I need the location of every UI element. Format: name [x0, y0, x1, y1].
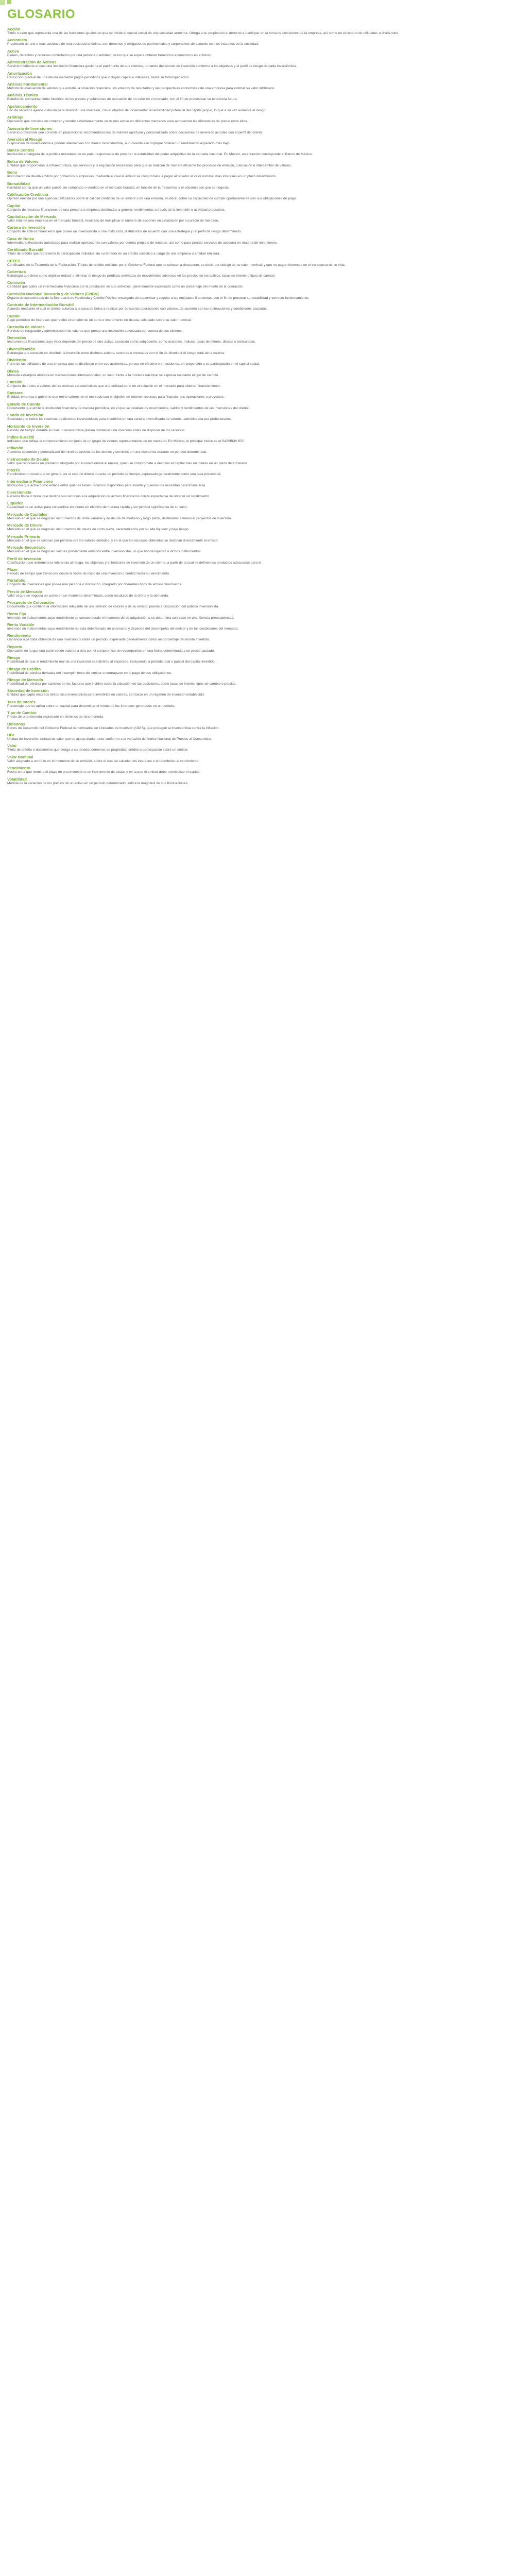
glossary-term: Custodia de Valores [7, 324, 45, 329]
glossary-term: Inversionista [7, 490, 31, 495]
glossary-definition: Inversión en instrumentos cuyo rendimiento se conoce desde el momento de su adquisición o se determina con base en una fórmula preestablecida. [7, 616, 234, 620]
glossary-definition: Entidad que proporciona la infraestructura, los servicios y la regulación necesarios para que se realicen de manera eficiente los procesos de emisión, colocación e intercambio de valores. [7, 163, 292, 167]
glossary-term: Banco Central [7, 148, 34, 153]
glossary-definition: Uso de recursos ajenos o deuda para financiar una inversión, con el objetivo de incrementar la rentabilidad potencial del capital propio, lo que a su vez aumenta el riesgo. [7, 108, 267, 112]
glossary-entry [7, 302, 508, 311]
glossary-definition: Mercado en el que se negocian instrumentos de renta variable y de deuda de mediano y largo plazo, destinados a financiar proyectos de inversión. [7, 516, 232, 520]
glossary-term: Administración de Activos [7, 60, 57, 65]
glossary-term: Accionista [7, 38, 27, 43]
glossary-term: Divisa [7, 368, 19, 374]
glossary-entry [7, 115, 508, 124]
glossary-definition: Mercado en el que se colocan por primera vez los valores emitidos, y en el que los recursos obtenidos se destinan directamente al emisor. [7, 538, 219, 543]
glossary-definition: Rendimiento o costo que se genera por el uso del dinero durante un periodo de tiempo, expresado generalmente como una tasa porcentual. [7, 472, 221, 477]
glossary-term: Horizonte de Inversión [7, 423, 49, 429]
glossary-definition: Órgano desconcentrado de la Secretaría de Hacienda y Crédito Público encargado de supervisar y regular a las entidades financieras, con el fin de procurar su estabilidad y correcto funcionamiento. [7, 296, 310, 300]
glossary-entry [7, 148, 508, 157]
glossary-entry [7, 192, 508, 201]
glossary-entry [7, 545, 508, 554]
glossary-term: Mercado Primario [7, 534, 41, 539]
glossary-definition: Estrategia que consiste en distribuir la inversión entre distintos activos, sectores o mercados con el fin de disminuir el riesgo total de la cartera. [7, 351, 225, 355]
glossary-definition: Bonos de Desarrollo del Gobierno Federal denominados en Unidades de Inversión (UDIS), que protegen al inversionista contra la inflación. [7, 726, 220, 730]
glossary-entry [7, 722, 508, 731]
glossary-entry [7, 214, 508, 223]
glossary-entry [7, 490, 508, 499]
glossary-entry [7, 578, 508, 587]
glossary-entry [7, 27, 508, 36]
glossary-definition: Bienes, derechos y recursos controlados por una persona o entidad, de los que se espera obtener beneficios económicos en el futuro. [7, 53, 212, 57]
glossary-definition: Clasificación que determina la tolerancia al riesgo, los objetivos y el horizonte de inversión de un cliente, a partir de la cual se definen los productos adecuados para él. [7, 561, 263, 565]
glossary-definition: Ganancia o pérdida obtenida de una inversión durante un periodo, expresada generalmente como un porcentaje del monto invertido. [7, 638, 210, 642]
glossary-term: Bursatilidad [7, 181, 30, 186]
glossary-term: Casa de Bolsa [7, 236, 34, 241]
glossary-term: Portafolio [7, 578, 26, 583]
glossary-term: Sociedad de Inversión [7, 688, 49, 693]
glossary-definition: Moneda extranjera utilizada en transacciones internacionales; su valor frente a la moneda nacional se expresa mediante el tipo de cambio. [7, 373, 219, 377]
glossary-entry [7, 457, 508, 466]
glossary-term: Aversión al Riesgo [7, 137, 43, 142]
glossary-entry [7, 743, 508, 752]
glossary-term: Precio de Mercado [7, 589, 42, 594]
glossary-entry [7, 556, 508, 565]
glossary-term: Plazo [7, 567, 18, 572]
glossary-term: Apalancamiento [7, 104, 38, 109]
glossary-definition: Periodo de tiempo que transcurre desde la fecha de inicio de una inversión o crédito hasta su vencimiento. [7, 571, 170, 575]
glossary-definition: Institución que actúa como enlace entre quienes tienen recursos disponibles para invertir y quienes los necesitan para financiarse. [7, 483, 207, 487]
glossary-list [7, 27, 508, 786]
glossary-definition: Unidad de Inversión. Unidad de valor que se ajusta diariamente conforme a la variación del Índice Nacional de Precios al Consumidor. [7, 737, 212, 741]
glossary-entry [7, 391, 508, 399]
glossary-term: Interés [7, 468, 20, 473]
glossary-entry [7, 236, 508, 245]
glossary-definition: Inversión en instrumentos cuyo rendimiento no está determinado de antemano y depende del desempeño del emisor y de las condiciones del mercado. [7, 626, 239, 631]
glossary-term: Rendimiento [7, 633, 31, 638]
glossary-term: Mercado de Capitales [7, 512, 48, 517]
glossary-term: Emisión [7, 380, 23, 384]
glossary-definition: Método de evaluación de valores que estudia la situación financiera, los estados de resultados y las perspectivas económicas de una empresa para estimar su valor intrínseco. [7, 87, 276, 91]
glossary-definition: Facilidad con la que un valor puede ser comprado o vendido en el mercado bursátil, en función de la frecuencia y el volumen con que se negocia. [7, 185, 230, 190]
glossary-entry [7, 325, 508, 333]
glossary-entry [7, 259, 508, 267]
glossary-definition: Servicio profesional que consiste en proporcionar recomendaciones de manera oportuna y personalizada sobre decisiones de inversión acordes con el perfil del cliente. [7, 130, 264, 134]
glossary-content [7, 7, 508, 788]
glossary-definition: Instrumentos financieros cuyo valor depende del precio de otro activo, conocido como subyacente, como acciones, índices, tasas de interés, divisas o mercancías. [7, 340, 256, 344]
glossary-definition: Aumento sostenido y generalizado del nivel de precios de los bienes y servicios en una economía durante un periodo determinado. [7, 450, 208, 454]
glossary-term: Perfil de Inversión [7, 556, 41, 561]
glossary-term: Renta Fija [7, 611, 26, 616]
glossary-entry [7, 688, 508, 697]
glossary-entry [7, 700, 508, 708]
glossary-definition: Cantidad que cobra un intermediario financiero por la prestación de sus servicios, generalmente expresada como un porcentaje del monto de la operación. [7, 285, 244, 289]
glossary-definition: Disposición del inversionista a preferir alternativas con menor incertidumbre, aun cuando ello implique obtener un rendimiento esperado más bajo. [7, 142, 231, 146]
glossary-term: Inflación [7, 446, 24, 451]
glossary-term: Vencimiento [7, 766, 30, 771]
glossary-entry [7, 369, 508, 378]
glossary-term: Amortización [7, 71, 32, 76]
glossary-term: Mercado Secundario [7, 545, 46, 550]
glossary-term: Arbitraje [7, 115, 24, 120]
glossary-entry [7, 358, 508, 366]
glossary-definition: Opinión emitida por una agencia calificadora sobre la calidad crediticia de un emisor o de una emisión, es decir, sobre su capacidad de cumplir oportunamente con sus obligaciones de pago. [7, 197, 297, 201]
glossary-definition: Valor asignado a un título en el momento de su emisión, sobre el cual se calculan los intereses o el reembolso al vencimiento. [7, 759, 200, 763]
glossary-entry [7, 137, 508, 146]
glossary-entry [7, 777, 508, 786]
glossary-term: Índice Bursátil [7, 435, 35, 440]
glossary-entry [7, 247, 508, 256]
glossary-entry [7, 335, 508, 344]
page-title: GLOSARIO [7, 7, 76, 21]
glossary-definition: Mercado en el que se negocian instrumentos de deuda de corto plazo, caracterizados por su alta liquidez y bajo riesgo. [7, 528, 190, 532]
glossary-term: Activo [7, 48, 20, 54]
glossary-term: Fondo de Inversión [7, 413, 44, 418]
glossary-entry [7, 435, 508, 444]
glossary-entry [7, 710, 508, 719]
glossary-definition: Parte de las utilidades de una empresa que se distribuye entre sus accionistas, ya sea en efectivo o en acciones, en proporción a su participación en el capital social. [7, 362, 260, 366]
glossary-term: Prospecto de Colocación [7, 600, 55, 605]
glossary-term: Udibonos [7, 721, 26, 726]
glossary-term: Calificación Crediticia [7, 192, 48, 197]
glossary-definition: Título de crédito que representa la participación individual de su tenedor en un crédito colectivo a cargo de una empresa o entidad emisora. [7, 252, 220, 256]
glossary-term: Intermediario Financiero [7, 479, 53, 484]
glossary-term: Cartera de Inversión [7, 225, 45, 230]
glossary-entry [7, 468, 508, 477]
glossary-definition: Acuerdo mediante el cual el cliente autoriza a la casa de bolsa a realizar por su cuenta operaciones con valores, de acuerdo con las instrucciones y condiciones pactadas. [7, 307, 268, 311]
glossary-term: Valor Nominal [7, 754, 33, 759]
glossary-entry [7, 667, 508, 675]
glossary-entry [7, 170, 508, 179]
glossary-entry [7, 600, 508, 609]
glossary-definition: Valor al que se negocia un activo en un momento determinado, como resultado de la oferta y la demanda. [7, 594, 169, 598]
glossary-definition: Título de crédito o documento que otorga a su tenedor derechos de propiedad, crédito o participación sobre un emisor. [7, 748, 188, 752]
glossary-definition: Precio de una moneda expresado en términos de otra moneda. [7, 715, 104, 719]
glossary-entry [7, 60, 508, 69]
glossary-definition: Fecha en la que termina el plazo de una inversión o un instrumento de deuda y en la que el emisor debe reembolsar el capital. [7, 770, 201, 774]
glossary-term: Análisis Fundamental [7, 82, 48, 87]
glossary-term: Riesgo de Mercado [7, 677, 43, 682]
glossary-entry [7, 424, 508, 433]
glossary-entry [7, 523, 508, 532]
glossary-entry [7, 380, 508, 388]
glossary-entry [7, 159, 508, 168]
glossary-term: Capital [7, 203, 21, 208]
glossary-entry [7, 280, 508, 289]
glossary-entry [7, 104, 508, 113]
glossary-entry [7, 49, 508, 58]
glossary-definition: Estudio del comportamiento histórico de los precios y volúmenes de operación de un valor en el mercado, con el fin de pronosticar su tendencia futura. [7, 97, 238, 101]
glossary-entry [7, 93, 508, 101]
glossary-definition: Porcentaje que se aplica sobre un capital para determinar el monto de los intereses generados en un periodo. [7, 704, 175, 708]
glossary-entry [7, 38, 508, 46]
glossary-entry [7, 567, 508, 576]
glossary-definition: Indicador que refleja el comportamiento conjunto de un grupo de valores representativos de un mercado. En México, el principal índice es el S&P/BMV IPC. [7, 439, 245, 444]
glossary-term: Comisión Nacional Bancaria y de Valores (CNBV) [7, 291, 99, 296]
glossary-entry [7, 225, 508, 234]
glossary-definition: Conjunto de recursos financieros de una persona o empresa destinados a generar rendimientos a través de la inversión o actividad productiva. [7, 208, 226, 212]
glossary-term: Reporto [7, 644, 23, 649]
glossary-definition: Valor que representa un préstamo otorgado por el inversionista al emisor, quien se compromete a devolver el capital más un interés en un plazo determinado. [7, 461, 248, 465]
glossary-term: Tipo de Cambio [7, 710, 37, 716]
glossary-entry [7, 314, 508, 323]
glossary-definition: Conjunto de inversiones que posee una persona o institución, integrado por diferentes tipos de activos financieros. [7, 583, 182, 587]
glossary-definition: Intermediario financiero autorizado para realizar operaciones con valores por cuenta propia o de terceros, así como para prestar servicios de asesoría en materia de inversiones. [7, 241, 278, 245]
glossary-term: Derivados [7, 335, 26, 341]
glossary-term: Capitalización de Mercado [7, 214, 57, 219]
glossary-definition: Pago periódico de intereses que recibe el tenedor de un bono o instrumento de deuda, calculado sobre su valor nominal. [7, 318, 192, 322]
glossary-entry [7, 292, 508, 300]
glossary-term: Renta Variable [7, 622, 35, 627]
glossary-entry [7, 512, 508, 521]
glossary-term: Valor [7, 743, 17, 749]
glossary-entry [7, 402, 508, 411]
glossary-term: UDI [7, 733, 14, 737]
glossary-term: Riesgo [7, 655, 21, 660]
glossary-definition: Reducción gradual de una deuda mediante pagos periódicos que incluyen capital e intereses, hasta su total liquidación. [7, 75, 190, 79]
glossary-definition: Certificados de la Tesorería de la Federación. Títulos de crédito emitidos por el Gobierno Federal que se colocan a descuento, es decir, por debajo de su valor nominal, y que no pagan intereses en el transcurso de su vida. [7, 263, 346, 267]
glossary-term: Instrumento de Deuda [7, 456, 49, 462]
glossary-entry [7, 612, 508, 620]
glossary-term: Asesoría de Inversiones [7, 126, 53, 131]
glossary-entry [7, 347, 508, 355]
glossary-definition: Operación que consiste en comprar y vender simultáneamente un mismo activo en diferentes mercados para aprovechar las diferencias de precio entre ellos. [7, 120, 248, 124]
glossary-term: Contrato de Intermediación Bursátil [7, 302, 74, 308]
glossary-term: Acción [7, 27, 21, 31]
glossary-definition: Persona física o moral que destina sus recursos a la adquisición de activos financieros con la expectativa de obtener un rendimiento. [7, 495, 211, 499]
glossary-definition: Título o valor que representa una de las fracciones iguales en que se divide el capital social de una sociedad anónima. Otorga a su propietario el derecho a participar en la toma de decisiones de la empresa, así como en el reparto de utilidades o dividendos. [7, 31, 399, 35]
glossary-term: CETES [7, 258, 21, 263]
glossary-term: Riesgo de Crédito [7, 666, 41, 671]
glossary-definition: Valor total de una empresa en el mercado bursátil, resultado de multiplicar el número de acciones en circulación por su precio de mercado. [7, 218, 219, 223]
glossary-definition: Posibilidad de que el rendimiento real de una inversión sea distinto al esperado, incluyendo la pérdida total o parcial del capital invertido. [7, 660, 216, 664]
glossary-entry [7, 126, 508, 135]
glossary-entry [7, 534, 508, 543]
glossary-definition: Periodo de tiempo durante el cual un inversionista planea mantener una inversión antes de disponer de los recursos. [7, 428, 186, 432]
glossary-entry [7, 655, 508, 664]
glossary-definition: Propietario de una o más acciones de una sociedad anónima, con derechos y obligaciones patrimoniales y corporativos de acuerdo con los estatutos de la sociedad. [7, 42, 259, 46]
glossary-definition: Documento que contiene la información relevante de una emisión de valores y de su emisor, puesto a disposición del público inversionista. [7, 605, 219, 609]
glossary-definition: Medida de la variación de los precios de un activo en un periodo determinado; indica la magnitud de sus fluctuaciones. [7, 781, 188, 785]
glossary-definition: Posibilidad de pérdida por cambios en los factores que inciden sobre la valuación de las posiciones, como tasas de interés, tipos de cambio o precios. [7, 682, 236, 686]
glossary-term: Bono [7, 170, 18, 175]
glossary-entry [7, 479, 508, 488]
glossary-term: Liquidez [7, 501, 23, 506]
glossary-definition: Sociedad que reúne los recursos de diversos inversionistas para invertirlos en una cartera diversificada de valores, administrada por profesionales. [7, 417, 232, 421]
glossary-definition: Operación en la que una parte vende valores a otra con el compromiso de recomprarlos en una fecha determinada a un precio pactado. [7, 649, 215, 653]
glossary-definition: Estrategia que tiene como objetivo reducir o eliminar el riesgo de pérdidas derivadas de movimientos adversos en los precios de los activos, tasas de interés o tipos de cambio. [7, 274, 276, 278]
glossary-entry [7, 622, 508, 631]
glossary-term: Diversificación [7, 346, 36, 351]
glossary-definition: Institución encargada de la política monetaria de un país, responsable de procurar la estabilidad del poder adquisitivo de la moneda nacional. En México, esta función corresponde al Banco de México. [7, 152, 313, 157]
glossary-term: Certificado Bursátil [7, 247, 44, 252]
glossary-entry [7, 677, 508, 686]
glossary-entry [7, 766, 508, 774]
glossary-entry [7, 501, 508, 510]
glossary-definition: Mercado en el que se negocian valores previamente emitidos entre inversionistas, lo que brinda liquidez a dichos instrumentos. [7, 550, 202, 554]
glossary-term: Análisis Técnico [7, 93, 38, 98]
glossary-entry [7, 446, 508, 454]
glossary-entry [7, 645, 508, 653]
glossary-entry [7, 204, 508, 212]
glossary-entry [7, 413, 508, 421]
glossary-definition: Instrumento de deuda emitido por gobiernos o empresas, mediante el cual el emisor se compromete a pagar al tenedor el valor nominal más intereses en un plazo determinado. [7, 175, 277, 179]
glossary-entry [7, 633, 508, 642]
glossary-definition: Conjunto de activos financieros que posee un inversionista o una institución, distribuidos de acuerdo con una estrategia y un perfil de riesgo determinado. [7, 230, 242, 234]
glossary-term: Tasa de Interés [7, 699, 36, 704]
glossary-definition: Capacidad de un activo para convertirse en dinero en efectivo de manera rápida y sin pérdida significativa de su valor. [7, 505, 188, 510]
glossary-definition: Entidad, empresa o gobierno que emite valores en el mercado con el objetivo de obtener recursos para financiar sus operaciones o proyectos. [7, 395, 225, 399]
glossary-term: Volatilidad [7, 776, 27, 782]
glossary-term: Dividendo [7, 358, 26, 363]
glossary-definition: Entidad que capta recursos del público inversionista para invertirlos en valores, con base en un régimen de inversión establecido. [7, 693, 205, 697]
glossary-entry [7, 589, 508, 598]
glossary-entry [7, 82, 508, 91]
glossary-entry [7, 755, 508, 764]
glossary-term: Mercado de Dinero [7, 523, 43, 528]
glossary-entry [7, 71, 508, 80]
glossary-term: Bolsa de Valores [7, 159, 39, 164]
glossary-definition: Documento que emite la institución financiera de manera periódica, en el que se detallan los movimientos, saldos y rendimientos de las inversiones del cliente. [7, 406, 250, 410]
glossary-definition: Conjunto de títulos o valores de las mismas características que una entidad pone en circulación en el mercado para obtener financiamiento. [7, 384, 221, 388]
glossary-definition: Servicio mediante el cual una institución financiera gestiona el patrimonio de sus clientes, tomando decisiones de inversión conforme a los objetivos y el perfil de riesgo de cada inversionista. [7, 64, 297, 69]
glossary-definition: Servicio de resguardo y administración de valores que presta una institución autorizada por cuenta de sus clientes. [7, 329, 183, 333]
glossary-entry [7, 733, 508, 741]
glossary-term: Cobertura [7, 269, 26, 274]
glossary-term: Comisión [7, 280, 25, 285]
glossary-definition: Posibilidad de pérdida derivada del incumplimiento del emisor o contraparte en el pago de sus obligaciones. [7, 671, 173, 675]
glossary-term: Estado de Cuenta [7, 401, 41, 406]
glossary-entry [7, 269, 508, 278]
glossary-term: Emisora [7, 391, 23, 396]
glossary-term: Cupón [7, 313, 20, 318]
glossary-entry [7, 181, 508, 190]
